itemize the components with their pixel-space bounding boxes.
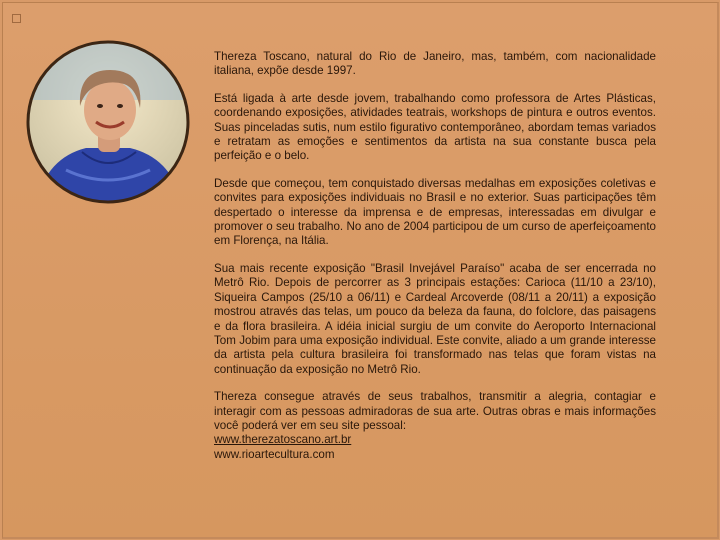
- portrait-image: [26, 40, 190, 204]
- corner-mark: [12, 14, 21, 23]
- closing-text: Thereza consegue através de seus trabalhos, transmitir a alegria, contagiar e interagir com as pessoas admiradoras de sua arte. Outras obras e mais informações você poderá ver em seu site pessoal:: [214, 390, 656, 432]
- portrait-photo: [26, 40, 190, 204]
- article-body: [214, 50, 656, 462]
- paragraph-intro: Thereza Toscano, natural do Rio de Janeiro, mas, também, com nacionalidade italiana, expõe desde 1997.: [214, 50, 656, 78]
- paragraph-exhibition: Sua mais recente exposição "Brasil Invejável Paraíso" acaba de ser encerrada no Metrô Rio. Depois de percorrer as 3 principais estações: Carioca (11/10 a 23/10), Siqueira Campos (25/10 a 06/11) e Cardeal Arcoverde (08/11 a 20/11) a exposição mostrou através das telas, um pouco da beleza da fauna, do folclore, das paisagens e da flora brasileira. A idéia inicial surgiu de um convite do Aeroporto Internacional Tom Jobim para uma exposição individual. Este convite, aliado a um grande interesse da artista pela cultura brasileira foi transformado nas telas que foram vistas na continuação da exposição no Metrô Rio.: [214, 261, 656, 376]
- paragraph-closing: [214, 390, 656, 462]
- site-link[interactable]: www.therezatoscano.art.br: [214, 433, 352, 447]
- paragraph-career: Está ligada à arte desde jovem, trabalhando como professora de Artes Plásticas, coordenando exposições, atividades teatrais, workshops de pintura e outros eventos. Suas pinceladas sutis, num estilo figurativo contemporâneo, abordam temas variados e retratam as emoções e sentimentos da artista na sua constante busca pela perfeição e o belo.: [214, 91, 656, 163]
- rioarte-link[interactable]: www.rioartecultura.com: [214, 447, 335, 461]
- paragraph-awards: Desde que começou, tem conquistado diversas medalhas em exposições coletivas e convites para exposições individuais no Brasil e no exterior. Suas participações têm despertado o interesse da imprensa e de empresas, interessadas em divulgar e promover o seu trabalho. No ano de 2004 participou de um curso de aperfeiçoamento em Florença, na Itália.: [214, 176, 656, 248]
